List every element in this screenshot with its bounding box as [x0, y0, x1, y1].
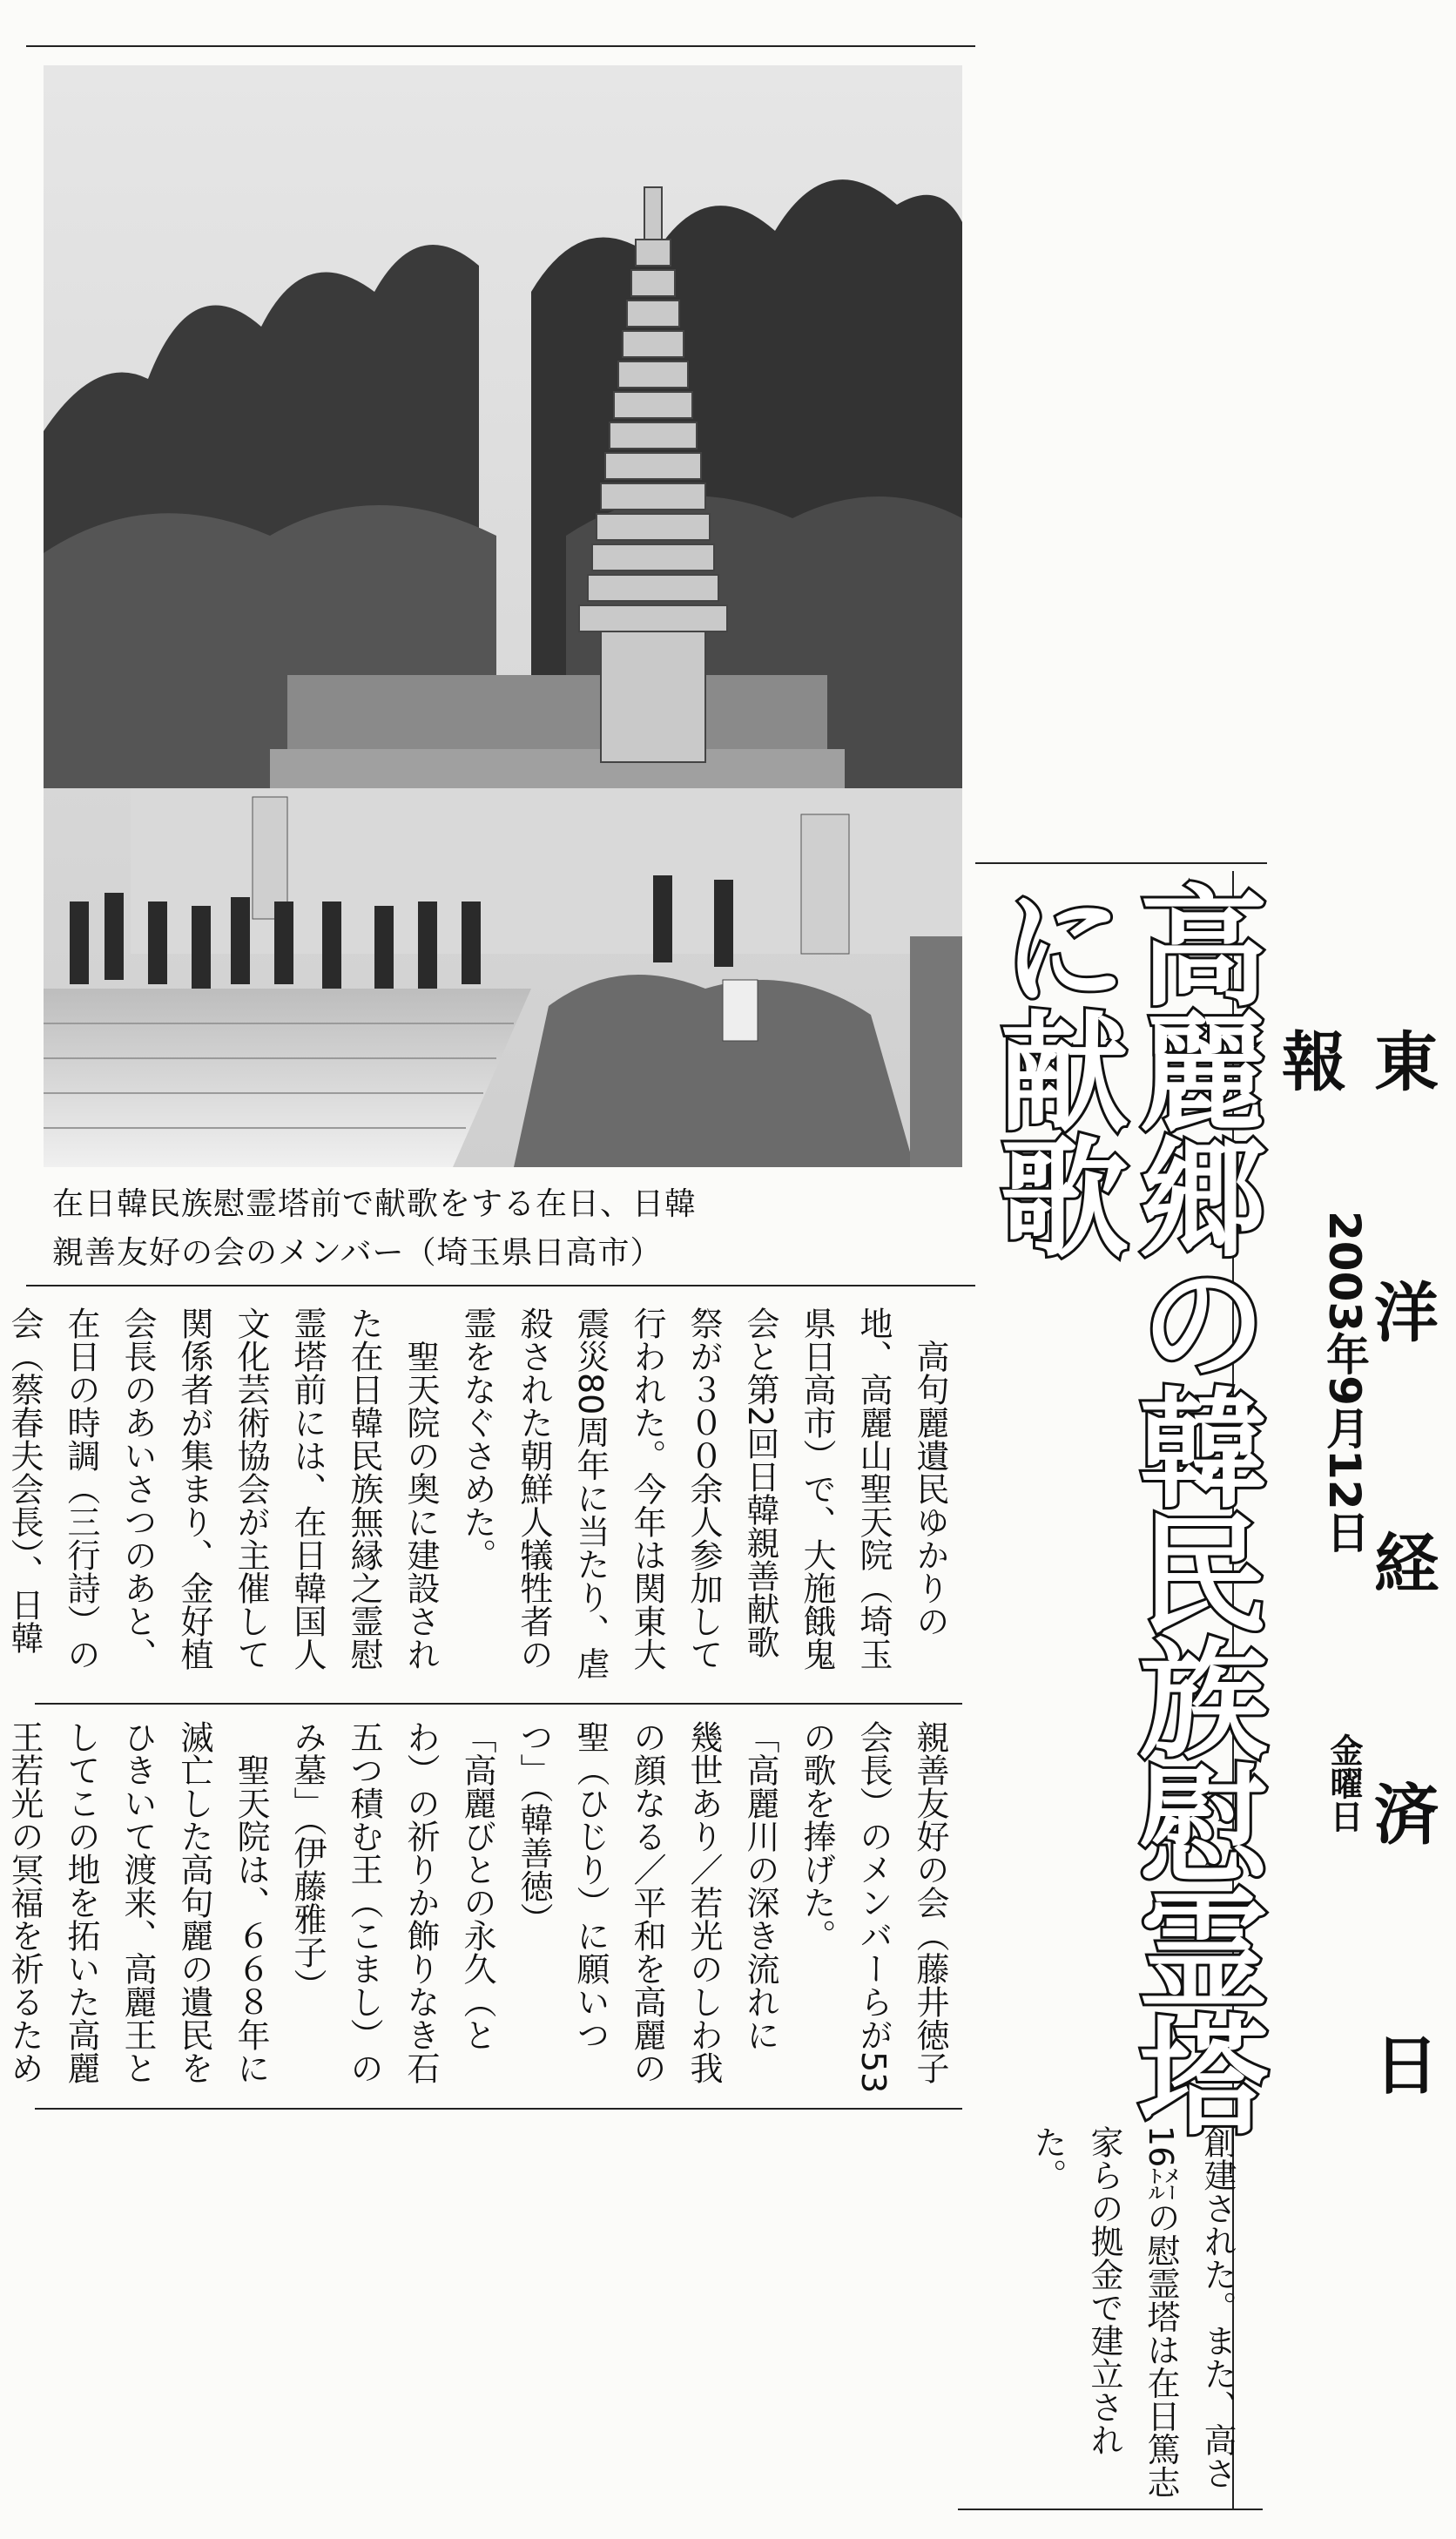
masthead — [1254, 880, 1439, 2509]
article-line: 聖（ひじり）に願いつ — [571, 1720, 610, 2051]
article-block-1 — [5, 1307, 958, 1690]
memorial-pagoda-photo — [44, 65, 962, 1167]
article-line: 祭が３００余人参加して — [684, 1307, 723, 1671]
article-line: 関係者が集まり、金好植 — [175, 1307, 213, 1671]
article-line: 高句麗遺民ゆかりの — [911, 1307, 949, 1638]
article-line: み墓」（伊藤雅子） — [288, 1720, 327, 2002]
caption-bottom-rule — [26, 1285, 975, 1286]
publication-weekday: 金曜日 — [1325, 1733, 1363, 1833]
article-line: 聖天院は、６６８年に — [232, 1720, 270, 2084]
article-line: た。 — [1028, 2125, 1067, 2191]
article-line: 行われた。今年は関東大 — [628, 1307, 666, 1671]
article-block-3 — [958, 2125, 1245, 2500]
article-line: 震災80周年に当たり、虐 — [571, 1307, 610, 1680]
article-line: 家らの拠金で建立され — [1085, 2125, 1123, 2456]
article-line: 会と第2回日韓親善献歌 — [741, 1307, 779, 1659]
column-rule-2 — [35, 2108, 962, 2110]
article-line: わ）の祈りか飾りなき石 — [401, 1720, 440, 2084]
article-line: 滅亡した高句麗の遺民を — [175, 1720, 213, 2084]
article-line: の顔なる／平和を高麗の — [628, 1720, 666, 2084]
article-line: 会長）のメンバーらが53 — [854, 1720, 893, 2094]
caption-line: 親善友好の会のメンバー（埼玉県日高市） — [52, 1235, 663, 1271]
article-line: 霊をなぐさめた。 — [458, 1307, 496, 1571]
article-line: 16㍍の慰霊塔は在日篤志 — [1142, 2125, 1180, 2499]
article-line: 幾世あり／若光のしわ我 — [684, 1720, 723, 2084]
bottom-rule — [958, 2509, 1263, 2510]
article-line: 殺された朝鮮人犠牲者の — [515, 1307, 553, 1671]
photo-caption — [52, 1180, 958, 1278]
newspaper-name: 東洋経済日報 — [1271, 1028, 1439, 2282]
headline — [979, 880, 1268, 2143]
article-line: 地、高麗山聖天院（埼玉 — [854, 1307, 893, 1671]
article-line: してこの地を拓いた高麗 — [62, 1720, 100, 2084]
article-line: 親善友好の会（藤井徳子 — [911, 1720, 949, 2084]
article-line: 文化芸術協会が主催して — [232, 1307, 270, 1671]
article-line: 創建された。また、高さ — [1198, 2125, 1237, 2489]
article-line: 聖天院の奥に建設され — [401, 1307, 440, 1671]
article-line: ひきいて渡来、高麗王と — [118, 1720, 157, 2084]
article-line: 五つ積む王（こまし）の — [345, 1720, 383, 2084]
article-line: 霊塔前には、在日韓国人 — [288, 1307, 327, 1671]
top-rule — [26, 45, 975, 47]
article-line: た在日韓民族無縁之霊慰 — [345, 1307, 383, 1671]
article-line: 会（蔡春夫会長）、日韓 — [5, 1307, 44, 1654]
headline-top-rule — [975, 862, 1267, 864]
column-rule-1 — [35, 1703, 962, 1705]
article-block-2 — [5, 1720, 958, 2094]
article-line: 王若光の冥福を祈るため — [5, 1720, 44, 2084]
article-line: の歌を捧げた。 — [798, 1720, 836, 1952]
headline-text: 高麗郷の韓民族慰霊塔に献歌 — [979, 880, 1268, 2134]
article-line: 「高麗びとの永久（と — [458, 1720, 496, 2051]
photo-illustration — [44, 65, 962, 1167]
article-line: 在日の時調（三行詩）の — [62, 1307, 100, 1671]
article-line: 県日高市）で、大施餓鬼 — [798, 1307, 836, 1671]
article-line: 会長のあいさつのあと、 — [118, 1307, 157, 1671]
article-line: 「高麗川の深き流れに — [741, 1720, 779, 2051]
article-line: つ」（韓善徳） — [515, 1720, 553, 1935]
publication-date: 2003年9月12日 — [1319, 1211, 1370, 1554]
caption-line: 在日韓民族慰霊塔前で献歌をする在日、日韓 — [52, 1186, 698, 1222]
